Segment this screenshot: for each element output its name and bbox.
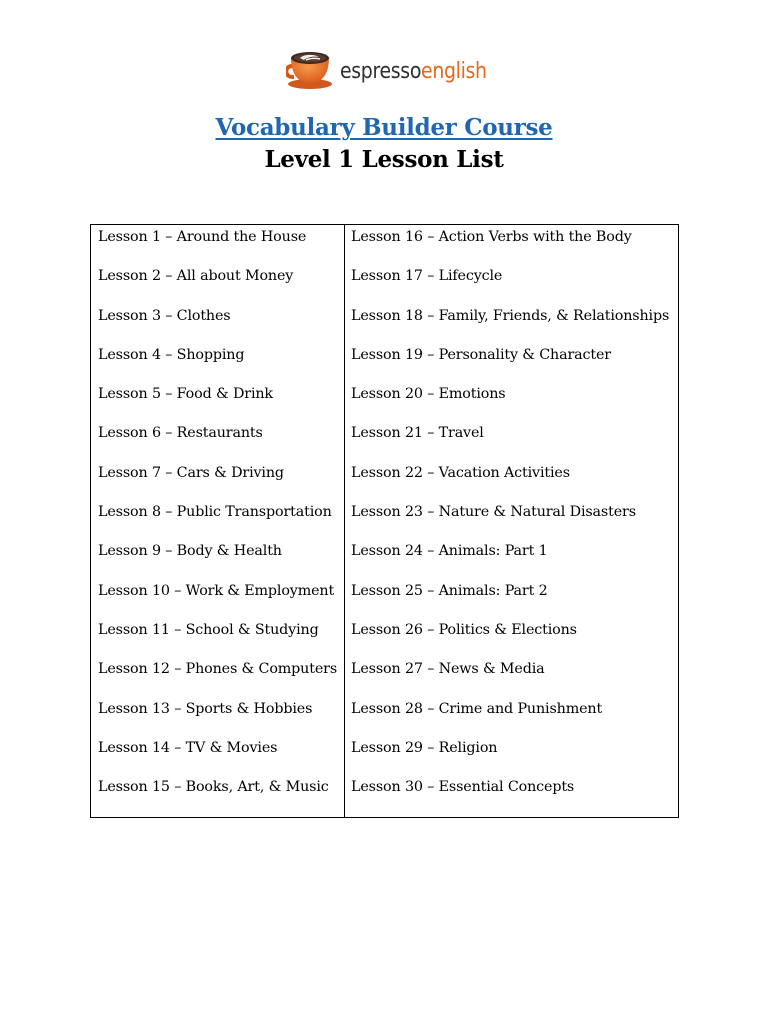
lesson-item: Lesson 5 – Food & Drink	[98, 386, 273, 403]
lesson-item: Lesson 2 – All about Money	[98, 268, 294, 285]
lesson-item: Lesson 29 – Religion	[351, 739, 498, 756]
lesson-item: Lesson 4 – Shopping	[98, 346, 245, 363]
lesson-column-right	[345, 225, 678, 817]
lesson-item: Lesson 21 – Travel	[351, 425, 484, 442]
lesson-item: Lesson 10 – Work & Employment	[98, 582, 335, 599]
lesson-item: Lesson 24 – Animals: Part 1	[351, 543, 548, 560]
lesson-item: Lesson 25 – Animals: Part 2	[351, 582, 548, 599]
lesson-item: Lesson 18 – Family, Friends, & Relationships	[351, 307, 670, 324]
lesson-item: Lesson 28 – Crime and Punishment	[351, 700, 603, 717]
lesson-item: Lesson 26 – Politics & Elections	[351, 621, 577, 638]
lesson-item: Lesson 19 – Personality & Character	[351, 346, 611, 363]
lesson-item: Lesson 12 – Phones & Computers	[98, 661, 338, 678]
page-subtitle: Level 1 Lesson List	[264, 146, 504, 173]
lesson-item: Lesson 17 – Lifecycle	[351, 268, 503, 285]
lesson-item: Lesson 8 – Public Transportation	[98, 504, 332, 521]
lesson-table	[90, 224, 679, 818]
lesson-item: Lesson 27 – News & Media	[351, 661, 545, 678]
lesson-item: Lesson 6 – Restaurants	[98, 425, 263, 442]
lesson-item: Lesson 9 – Body & Health	[98, 543, 282, 560]
lesson-item: Lesson 13 – Sports & Hobbies	[98, 700, 313, 717]
lesson-item: Lesson 14 – TV & Movies	[98, 739, 278, 756]
espresso-english-logo	[286, 48, 511, 92]
lesson-item: Lesson 1 – Around the House	[98, 229, 307, 245]
lesson-item: Lesson 7 – Cars & Driving	[98, 464, 284, 481]
lesson-item: Lesson 30 – Essential Concepts	[351, 779, 575, 796]
lesson-item: Lesson 22 – Vacation Activities	[351, 464, 570, 481]
lesson-item: Lesson 11 – School & Studying	[98, 621, 319, 638]
lesson-item: Lesson 16 – Action Verbs with the Body	[351, 229, 632, 245]
lesson-item: Lesson 20 – Emotions	[351, 386, 506, 403]
brand-name-part1: espresso	[340, 58, 422, 84]
lesson-item: Lesson 23 – Nature & Natural Disasters	[351, 504, 636, 521]
lesson-item: Lesson 3 – Clothes	[98, 307, 231, 324]
brand-name-part2: english	[421, 58, 487, 84]
brand-name	[340, 59, 487, 84]
coffee-cup-icon	[286, 48, 338, 92]
page-title: Vocabulary Builder Course	[215, 114, 553, 141]
lesson-item: Lesson 15 – Books, Art, & Music	[98, 779, 329, 796]
lesson-column-left	[91, 225, 345, 817]
